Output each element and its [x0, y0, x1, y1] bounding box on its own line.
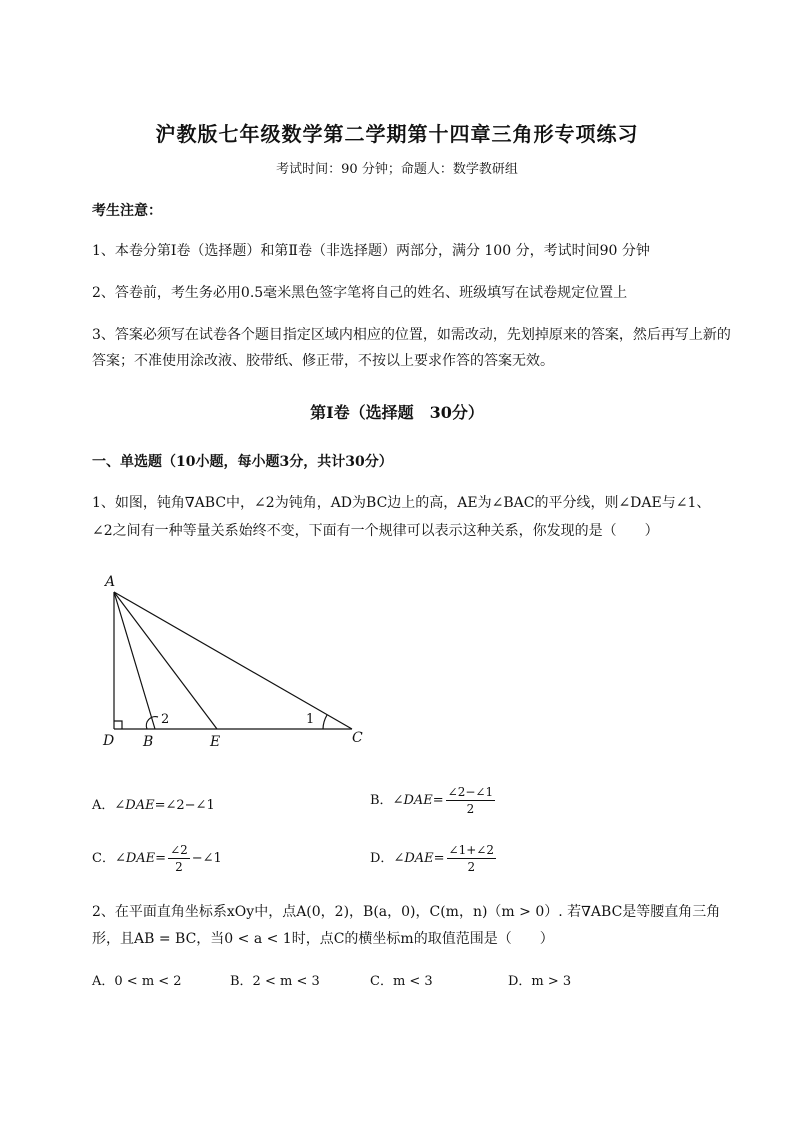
- note-item: 3、答案必须写在试卷各个题目指定区域内相应的位置，如需改动，先划掉原来的答案，然后再写上新的答案；不准使用涂改液、胶带纸、修正带，不按以上要求作答的答案无效。: [92, 327, 731, 369]
- label-B: B: [143, 734, 154, 750]
- fraction: $\frac{\angle 2}{2}$: [170, 843, 188, 874]
- side-AC: [114, 592, 352, 729]
- label-A: A: [105, 574, 116, 590]
- label-C: C: [352, 730, 363, 746]
- question-1-line-1: 1、如图，钝角∇ABC中，∠2为钝角，AD为BC边上的高，AE为∠BAC的平分线，则∠DAE与∠1、: [92, 495, 711, 511]
- option-B[interactable]: B．∠DAE= $\frac{\angle 2-\angle 1}{2}$: [370, 785, 494, 816]
- label-angle-1: 1: [306, 712, 315, 727]
- notes-heading: 考生注意：: [92, 203, 162, 219]
- page-title: 沪教版七年级数学第二学期第十四章三角形专项练习: [155, 122, 639, 146]
- option-C[interactable]: C．∠DAE= $\frac{\angle 2}{2}$ −∠1: [92, 843, 222, 874]
- right-angle-mark: [114, 721, 122, 729]
- angle-1-arc: [323, 715, 327, 729]
- option-A[interactable]: A．0 < m < 2: [92, 974, 182, 989]
- option-C[interactable]: C．m < 3: [370, 974, 433, 989]
- label-E: E: [210, 734, 221, 750]
- option-A[interactable]: A．∠DAE=∠2−∠1: [92, 798, 215, 813]
- fraction: $\frac{\angle 2-\angle 1}{2}$: [447, 785, 494, 816]
- fraction: $\frac{\angle 1+\angle 2}{2}$: [448, 843, 494, 874]
- exam-info: 考试时间：90 分钟；命题人：数学教研组: [276, 162, 518, 177]
- option-B[interactable]: B．2 < m < 3: [230, 974, 320, 989]
- note-item: 2、答卷前，考生务必用0.5毫米黑色签字笔将自己的姓名、班级填写在试卷规定位置上: [92, 285, 628, 301]
- option-D[interactable]: D．m > 3: [508, 974, 572, 989]
- triangle-figure: [95, 568, 385, 753]
- bisector-AE: [114, 592, 217, 729]
- part-heading: 一、单选题（10小题，每小题3分，共计30分）: [92, 454, 393, 470]
- question-2-line-1: 2、在平面直角坐标系xOy中，点A(0，2)，B(a，0)，C(m，n)（m > 0）. 若∇ABC是等腰直角三角: [92, 904, 721, 920]
- label-angle-2: 2: [161, 712, 170, 727]
- note-item: 1、本卷分第Ⅰ卷（选择题）和第Ⅱ卷（非选择题）两部分，满分 100 分，考试时间90 分钟: [92, 243, 650, 259]
- label-D: D: [103, 733, 115, 749]
- question-1-line-2: ∠2之间有一种等量关系始终不变，下面有一个规律可以表示这种关系，你发现的是（ ）: [92, 523, 659, 539]
- question-2-line-2: 形，且AB = BC，当0 < a < 1时，点C的横坐标m的取值范围是（ ）: [92, 931, 554, 947]
- section-title: 第Ⅰ卷（选择题 30分）: [310, 403, 484, 422]
- option-D[interactable]: D．∠DAE= $\frac{\angle 1+\angle 2}{2}$: [370, 843, 494, 874]
